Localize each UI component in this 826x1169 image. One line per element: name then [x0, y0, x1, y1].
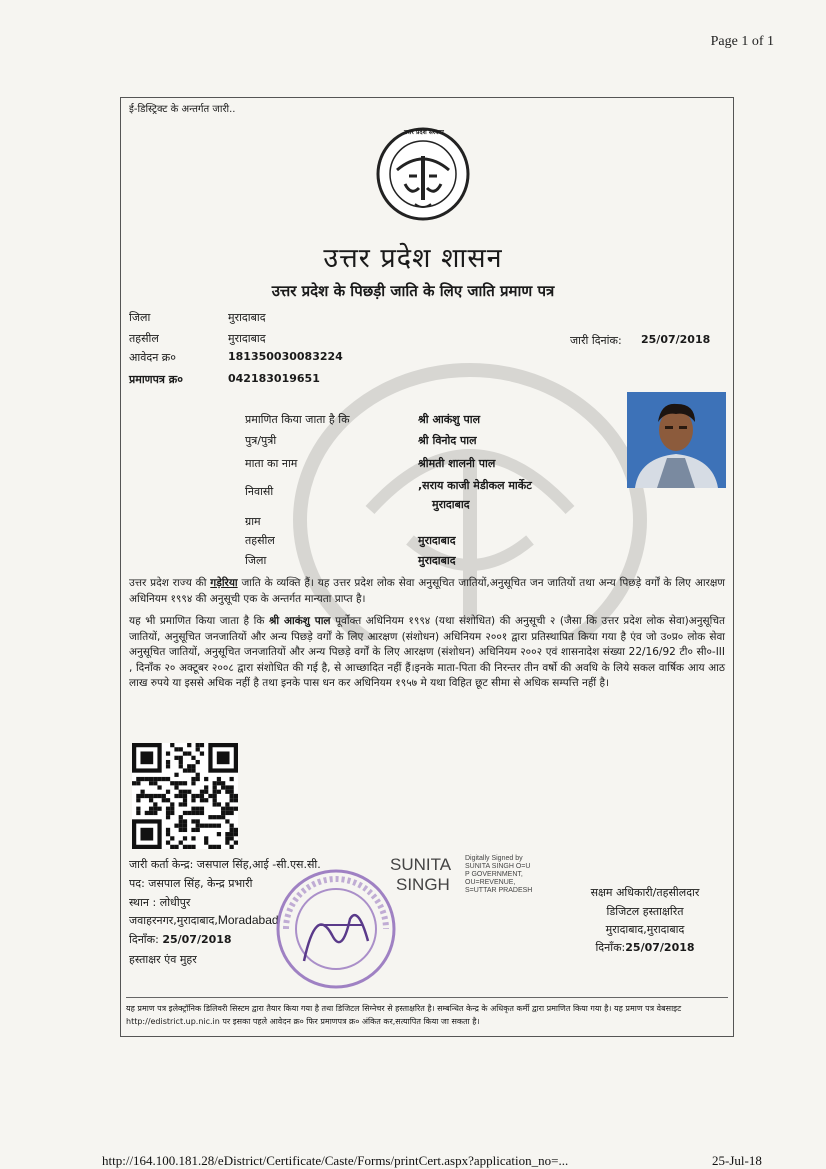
resident-address-line2: मुरादाबाद	[432, 498, 470, 511]
detail-tehsil-value: मुरादाबाद	[418, 534, 456, 547]
issuer-post: पद: जसपाल सिंह, केन्द्र प्रभारी	[129, 877, 253, 890]
district-value: मुरादाबाद	[228, 311, 266, 324]
print-date: 25-Jul-18	[712, 1153, 762, 1168]
caste-name: गड़ेरिया	[210, 577, 238, 589]
issuer-place: स्थान : लोधीपुर	[129, 896, 191, 909]
issuer-date-label: दिनाँक:	[129, 933, 159, 946]
tehsil-value: मुरादाबाद	[228, 332, 266, 345]
application-number-label: आवेदन क्र०	[129, 351, 176, 364]
income-paragraph	[129, 614, 725, 692]
digital-signature-details	[465, 855, 532, 895]
footer-note: यह प्रमाण पत्र इलेक्ट्रॉनिक डिलिवरी सिस्टम द्वारा तैयार किया गया है तथा डिजिटल सिग्नेचर से हस्ताक्षरित है। सम्बन्धित केन्द्र के अधिकृत कर्मी द्वारा प्रमाणित किया गया है। यह प्रमाण पत्र वेबसाइट http://edistrict.up.nic.in पर इसका पहले आवेदन क्र० फिर प्रमाणपत्र क्र० अंकित कर,सत्यापित किया जा सकता है।	[126, 997, 728, 1028]
certificate-number-label: प्रमाणपत्र क्र०	[129, 373, 183, 386]
detail-district-label: जिला	[245, 554, 267, 567]
issuing-center: जारी कर्ता केन्द्र: जसपाल सिंह,आई -सी.एस.सी.	[129, 858, 321, 871]
authority-title: सक्षम अधिकारी/तहसीलदार	[590, 886, 700, 899]
print-url: http://164.100.181.28/eDistrict/Certificate/Caste/Forms/printCert.aspx?application_no=...	[102, 1153, 569, 1168]
issue-date-value: 25/07/2018	[641, 333, 711, 346]
village-label: ग्राम	[245, 515, 261, 528]
para2-text-after: पूर्वोक्त अधिनियम १९९४ (यथा संशोधित) की अनुसूची २ (जैसा कि उत्तर प्रदेश लोक सेवा)अनुसूचित जातियों, अनुसूचित जनजातियों और अन्य पिछड़े वर्गों के लिए आरक्षण (संशोधन) अधिनियम २००१ द्वारा प्रतिस्थापित किया गया है एंव जो उ०प्र० लोक सेवा अनुसूचित जातियों, अनुसूचित जनजातियों और अन्य पिछड़े वर्गों के लिए आरक्षण (संशोधन) अधिनियम २००२ एवं शासनादेश संख्या 22/16/92 टी० सी०-III , दिनाँक २० अक्टूबर २००८ द्वारा संशोधित की गई है, से आच्छादित नहीं हैं।इनके माता-पिता की निरन्तर तीन वर्षो की अवधि के लिये सकल वार्षिक आय आठ लाख रुपये या इससे अधिक नहीं है तथा इनके पास धन कर अधिनियम १९५७ मे यथा विहित छूट सीमा से अधिक सम्पत्ति नहीं है।	[129, 615, 726, 689]
authority-date-label: दिनाँक:	[595, 941, 626, 954]
signature-detail-line: SUNITA SINGH O=U	[465, 863, 531, 870]
issuer-date	[129, 932, 232, 947]
caste-paragraph	[129, 576, 725, 607]
issuer-address-english: Moradabad	[217, 913, 279, 927]
issuer-address-hindi: जवाहरनगर,मुरादाबाद,	[129, 914, 218, 927]
mother-label: माता का नाम	[245, 457, 298, 470]
issuer-address	[129, 913, 279, 928]
district-label: जिला	[129, 311, 151, 324]
resident-address-line1: ,सराय काजी मेडीकल मार्केट	[418, 479, 532, 492]
signature-detail-line: Digitally Signed by	[465, 855, 523, 862]
detail-district-value: मुरादाबाद	[418, 554, 456, 567]
signer-name-line1: SUNITA	[390, 855, 452, 874]
tehsil-label: तहसील	[129, 332, 159, 345]
person-photo-icon	[627, 392, 726, 488]
issuer-sign-label: हस्ताक्षर एंव मुहर	[129, 953, 197, 966]
official-stamp-icon	[272, 865, 400, 993]
issue-date-label: जारी दिनांक:	[570, 334, 622, 347]
document-title: उत्तर प्रदेश शासन	[323, 243, 503, 274]
detail-tehsil-label: तहसील	[245, 534, 275, 547]
certificate-subtitle: उत्तर प्रदेश के पिछड़ी जाति के लिए जाति प्रमाण पत्र	[271, 282, 555, 300]
applicant-photo	[627, 392, 726, 488]
certify-label: प्रमाणित किया जाता है कि	[245, 413, 350, 426]
para1-text-after: जाति के व्यक्ति हैं। यह उत्तर प्रदेश लोक सेवा अनुसूचित जातियों,अनुसूचित जन जातियों तथा अन्य पिछड़े वर्गों के लिए आरक्षण अधिनियम १९९४ की अनुसूची एक के अन्तर्गत मान्यता प्राप्त है।	[129, 577, 725, 605]
resident-label: निवासी	[245, 485, 274, 498]
authority-location: मुरादाबाद,मुरादाबाद	[605, 923, 685, 936]
certificate-number-value: 042183019651	[228, 372, 320, 385]
qr-code-icon	[132, 743, 238, 849]
para2-applicant-name: श्री आकंशु पाल	[268, 615, 331, 627]
page-number: Page 1 of 1	[710, 34, 774, 49]
para2-text-before: यह भी प्रमाणित किया जाता है कि	[129, 615, 269, 627]
application-number-value: 181350030083224	[228, 350, 343, 363]
para1-text-before: उत्तर प्रदेश राज्य की	[129, 577, 211, 589]
issuer-date-value: 25/07/2018	[162, 933, 232, 946]
signature-detail-line: P GOVERNMENT,	[465, 871, 523, 878]
authority-date	[560, 940, 730, 955]
authority-date-value: 25/07/2018	[625, 941, 695, 954]
father-name: श्री विनोद पाल	[418, 434, 477, 447]
signer-name-line2: SINGH	[396, 875, 450, 894]
authority-digital-signed: डिजिटल हस्ताक्षरित	[606, 905, 684, 918]
child-of-label: पुत्र/पुत्री	[245, 434, 277, 447]
emblem-text: उत्तर प्रदेश सरकार	[404, 129, 444, 136]
signature-detail-line: S=UTTAR PRADESH	[465, 887, 533, 894]
signature-detail-line: OU=REVENUE,	[465, 879, 516, 886]
header-note: ई-डिस्ट्रिक्ट के अन्तर्गत जारी..	[129, 104, 236, 115]
mother-name: श्रीमती शालनी पाल	[418, 457, 496, 470]
up-government-emblem-icon	[375, 126, 471, 222]
applicant-name: श्री आकंशु पाल	[418, 413, 481, 426]
digital-signature	[390, 855, 451, 895]
